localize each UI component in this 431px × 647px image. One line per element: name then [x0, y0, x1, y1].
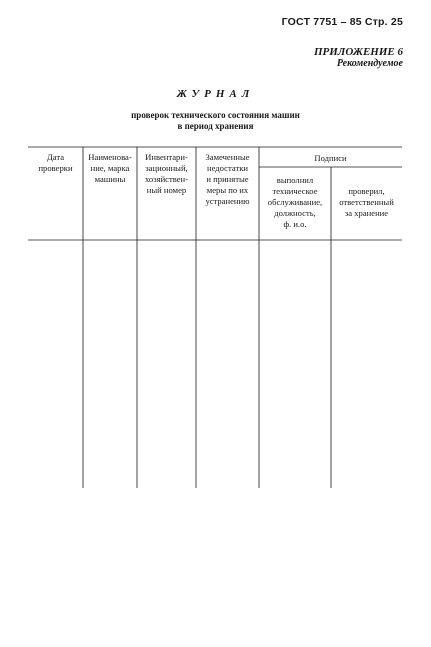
column-header-maintenance-performed: выполнил техническое обслуживание, должность, ф. и.о. — [267, 175, 323, 229]
column-header-machine-name: Наименова- ние, марка машины — [88, 152, 132, 184]
page-header-reference: ГОСТ 7751 – 85 Стр. 25 — [281, 16, 403, 28]
appendix-title: ПРИЛОЖЕНИЕ 6 — [313, 46, 403, 58]
document-subtitle-line-2: в период хранения — [177, 121, 254, 131]
document-subtitle-line-1: проверок технического состояния машин — [131, 110, 300, 120]
column-header-date: Дата проверки — [38, 152, 73, 173]
column-header-inventory-number: Инвентари- зационный, хозяйствен- ный номер — [144, 152, 189, 195]
document-title: ЖУРНАЛ — [176, 88, 255, 100]
column-header-defects: Замеченные недостатки и принятые меры по их устранению — [205, 152, 250, 206]
column-header-checked-responsible: проверил, ответственный за хранение — [339, 186, 394, 218]
appendix-status: Рекомендуемое — [336, 58, 403, 69]
column-header-signatures: Подписи — [314, 153, 347, 163]
